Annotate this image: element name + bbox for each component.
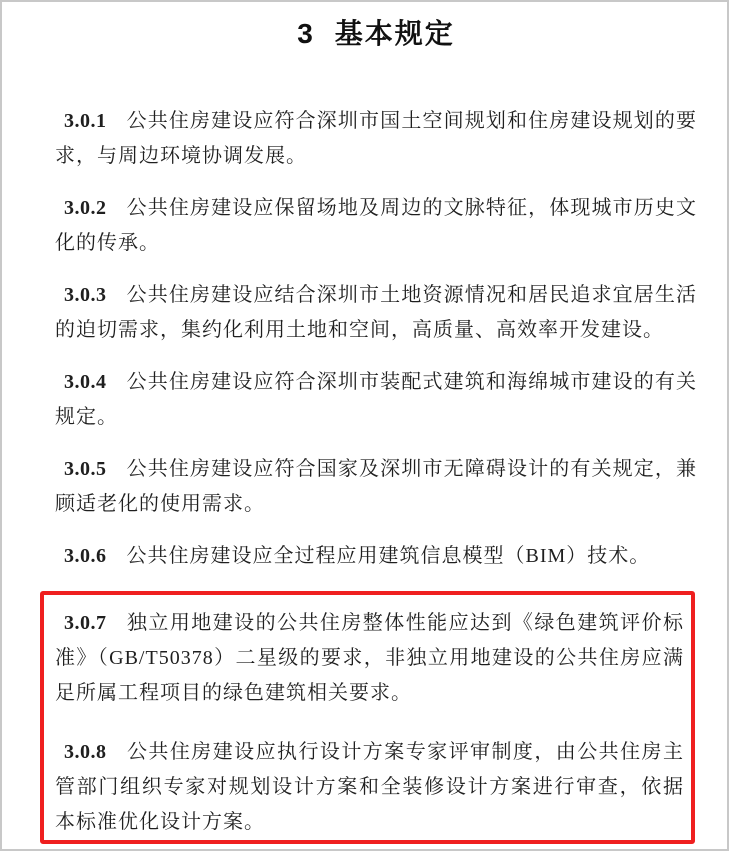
highlight-box xyxy=(40,591,695,844)
clause-text: 公共住房建设应结合深圳市土地资源情况和居民追求宜居生活的迫切需求，集约化利用土地和空间，高质量、高效率开发建设。 xyxy=(55,284,697,341)
clause-3-0-7 xyxy=(55,606,684,711)
clause-number: 3.0.8 xyxy=(64,741,107,763)
clause-3-0-4 xyxy=(55,365,697,435)
clause-number: 3.0.1 xyxy=(64,110,107,132)
clause-3-0-5 xyxy=(55,452,697,522)
clause-text: 独立用地建设的公共住房整体性能应达到《绿色建筑评价标准》（GB/T50378）二星级的要求，非独立用地建设的公共住房应满足所属工程项目的绿色建筑相关要求。 xyxy=(55,612,684,704)
clause-3-0-6 xyxy=(55,539,697,574)
chapter-heading xyxy=(55,12,697,56)
clause-3-0-8 xyxy=(55,735,684,840)
clause-3-0-1 xyxy=(55,104,697,174)
clause-3-0-3 xyxy=(55,278,697,348)
clause-text: 公共住房建设应符合深圳市国土空间规划和住房建设规划的要求，与周边环境协调发展。 xyxy=(55,110,697,167)
clause-3-0-2 xyxy=(55,191,697,261)
clause-number: 3.0.2 xyxy=(64,197,107,219)
clause-number: 3.0.6 xyxy=(64,545,107,567)
clause-text: 公共住房建设应保留场地及周边的文脉特征，体现城市历史文化的传承。 xyxy=(55,197,697,254)
clause-number: 3.0.7 xyxy=(64,612,107,634)
clause-text: 公共住房建设应执行设计方案专家评审制度，由公共住房主管部门组织专家对规划设计方案和全装修设计方案进行审查，依据本标准优化设计方案。 xyxy=(55,741,684,833)
chapter-number: 3 xyxy=(297,18,313,49)
clause-number: 3.0.4 xyxy=(64,371,107,393)
clause-text: 公共住房建设应符合深圳市装配式建筑和海绵城市建设的有关规定。 xyxy=(55,371,697,428)
clause-number: 3.0.3 xyxy=(64,284,107,306)
chapter-title-text: 基本规定 xyxy=(334,18,455,49)
clause-text: 公共住房建设应全过程应用建筑信息模型（BIM）技术。 xyxy=(126,545,651,567)
clause-text: 公共住房建设应符合国家及深圳市无障碍设计的有关规定，兼顾适老化的使用需求。 xyxy=(55,458,697,515)
clause-number: 3.0.5 xyxy=(64,458,107,480)
